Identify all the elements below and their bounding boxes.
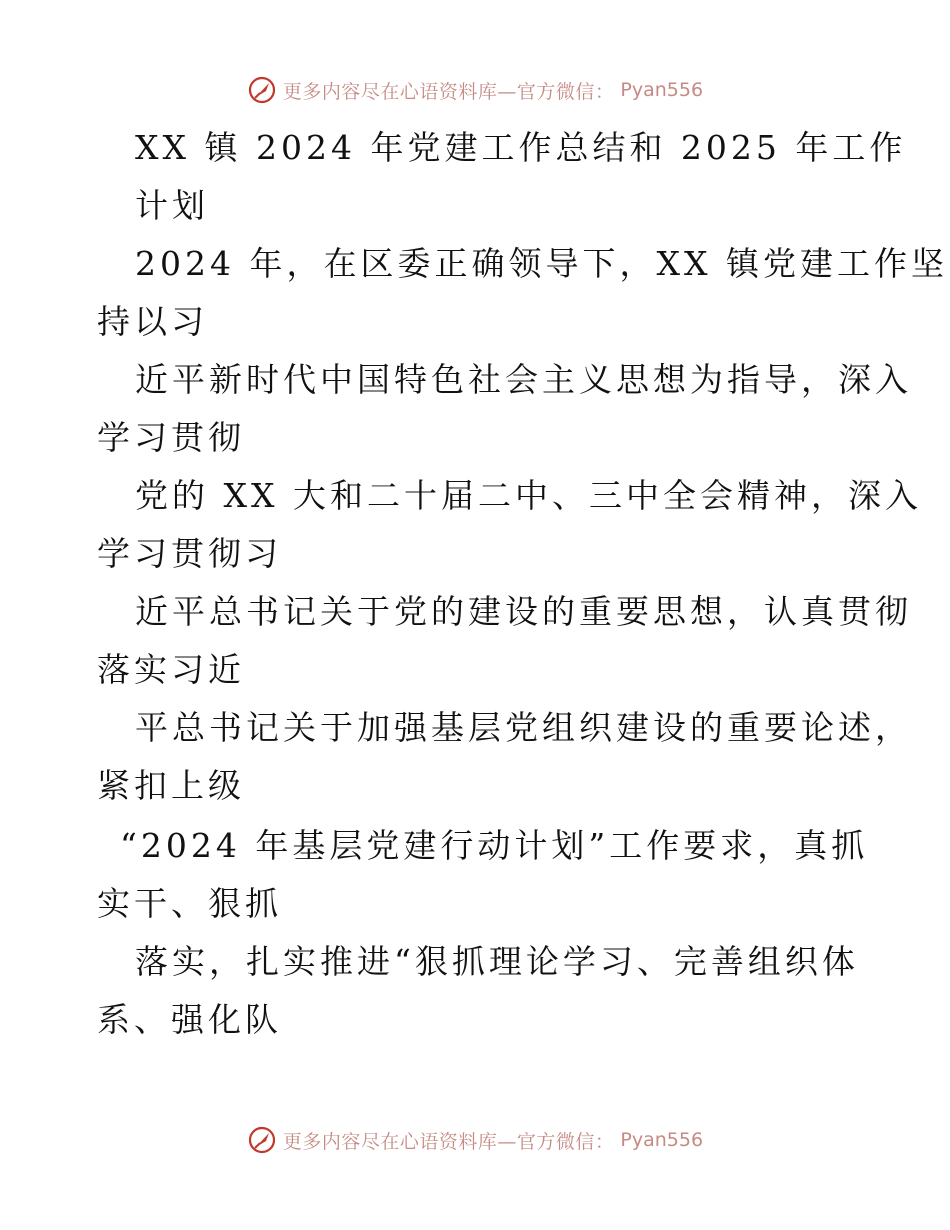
paragraph-line: 持以习	[97, 302, 208, 341]
paragraph-line: 落实习近	[97, 650, 245, 689]
paragraph-line: 落实，扎实推进“狠抓理论学习、完善组织体	[135, 942, 859, 981]
watermark-text: 更多内容尽在心语资料库—官方微信：	[282, 1130, 615, 1153]
paragraph-line: 近平新时代中国特色社会主义思想为指导，深入	[135, 360, 912, 399]
document-title-line-1: XX 镇 2024 年党建工作总结和 2025 年工作	[135, 128, 907, 167]
paragraph-line: 系、强化队	[97, 1000, 282, 1039]
paragraph-line: 平总书记关于加强基层党组织建设的重要论述，	[135, 708, 912, 747]
paragraph-line: 近平总书记关于党的建设的重要思想，认真贯彻	[135, 592, 912, 631]
paragraph-line: 紧扣上级	[97, 766, 245, 805]
footer-watermark	[0, 1120, 950, 1160]
watermark-text: 更多内容尽在心语资料库—官方微信：	[282, 80, 615, 103]
header-watermark	[0, 70, 950, 110]
paragraph-line: 学习贯彻	[97, 418, 245, 457]
paragraph-line: 2024 年，在区委正确领导下，XX 镇党建工作坚	[135, 244, 948, 283]
quill-logo-icon	[247, 1125, 277, 1155]
document-title-line-2: 计划	[135, 186, 209, 225]
paragraph-line: “2024 年基层党建行动计划”工作要求，真抓	[120, 826, 869, 865]
watermark-account: Pyan556	[620, 1129, 704, 1151]
paragraph-line: 实干、狠抓	[97, 884, 282, 923]
watermark-account: Pyan556	[620, 79, 704, 101]
paragraph-line: 党的 XX 大和二十届二中、三中全会精神，深入	[135, 476, 922, 515]
quill-logo-icon	[247, 75, 277, 105]
paragraph-line: 学习贯彻习	[97, 534, 282, 573]
